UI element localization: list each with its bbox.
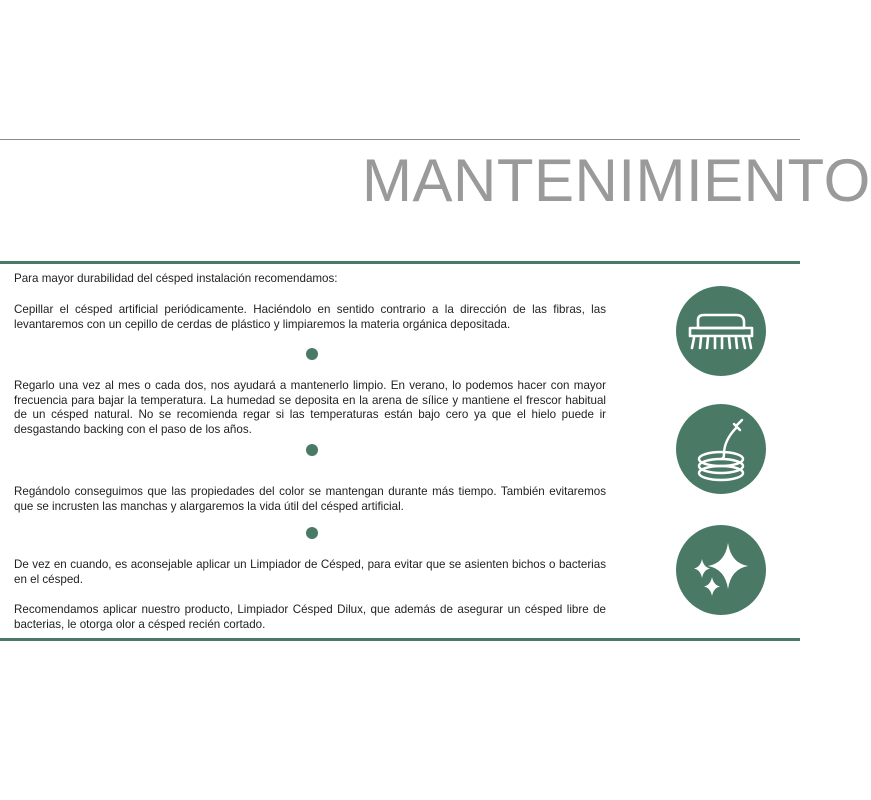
top-divider — [0, 139, 800, 140]
intro-text: Para mayor durabilidad del césped instalación recomendamos: — [14, 272, 338, 285]
brush-icon — [676, 286, 766, 376]
separator-dot — [306, 444, 318, 456]
hose-icon — [676, 404, 766, 494]
paragraph-cleaner: De vez en cuando, es aconsejable aplicar un Limpiador de Césped, para evitar que se asienten bichos o bacterias en el césped. — [14, 558, 606, 586]
sparkles-icon — [676, 525, 766, 615]
page-title: MANTENIMIENTO — [362, 147, 871, 214]
paragraph-brushing: Cepillar el césped artificial periódicamente. Haciéndolo en sentido contrario a la dirección de las fibras, las levantaremos con un cepillo de cerdas de plástico y limpiaremos la materia orgánica depositada. — [14, 303, 606, 331]
paragraph-product: Recomendamos aplicar nuestro producto, Limpiador Césped Dilux, que además de asegurar un césped libre de bacterias, le otorga olor a césped recién cortado. — [14, 603, 606, 631]
content-bottom-divider — [0, 638, 800, 641]
paragraph-watering: Regarlo una vez al mes o cada dos, nos ayudará a mantenerlo limpio. En verano, lo podemos hacer con mayor frecuencia para bajar la temperatura. La humedad se deposita en la arena de sílice y mantiene el frescor habitual de un césped natural. No se recomienda regar si las temperaturas están bajo cero ya que el hielo puede ir desgastando backing con el paso de los años. — [14, 379, 606, 436]
separator-dot — [306, 527, 318, 539]
content-top-divider — [0, 261, 800, 264]
paragraph-color: Regándolo conseguimos que las propiedades del color se mantengan durante más tiempo. También evitaremos que se incrusten las manchas y alargaremos la vida útil del césped artificial. — [14, 485, 606, 513]
separator-dot — [306, 348, 318, 360]
